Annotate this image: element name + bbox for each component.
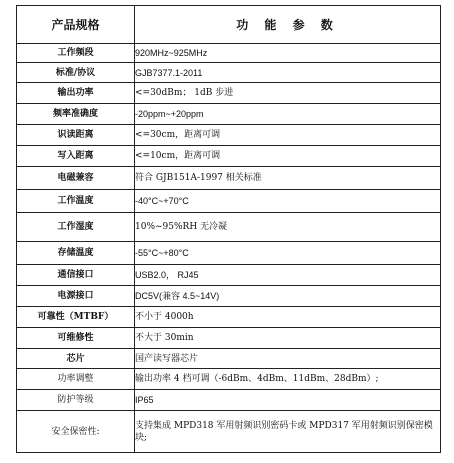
- table-row: [17, 190, 441, 213]
- table-row: [17, 328, 441, 349]
- spec-name: 可维修性: [17, 328, 135, 349]
- table-row: [17, 369, 441, 390]
- spec-value: USB2.0， RJ45: [135, 265, 441, 286]
- header-spec-name: 产品规格: [17, 6, 135, 44]
- spec-value: 920MHz~925MHz: [135, 44, 441, 63]
- spec-value: <=10cm，距离可调: [135, 146, 441, 167]
- spec-name: 可靠性（MTBF）: [17, 307, 135, 328]
- header-spec-value: 功 能 参 数: [135, 6, 441, 44]
- spec-name: 频率准确度: [17, 104, 135, 125]
- table-row: [17, 390, 441, 411]
- table-row: [17, 44, 441, 63]
- spec-name: 输出功率: [17, 83, 135, 104]
- spec-name: 通信接口: [17, 265, 135, 286]
- table-row: [17, 146, 441, 167]
- table-row: [17, 167, 441, 190]
- spec-name: 功率调整: [17, 369, 135, 390]
- spec-value: -20ppm~+20ppm: [135, 104, 441, 125]
- spec-name: 工作频段: [17, 44, 135, 63]
- spec-value: GJB7377.1-2011: [135, 63, 441, 83]
- spec-name: 工作湿度: [17, 213, 135, 242]
- spec-name: 芯片: [17, 349, 135, 369]
- spec-value: 国产读写器芯片: [135, 349, 441, 369]
- table-header-row: [17, 6, 441, 44]
- table-row: [17, 411, 441, 453]
- spec-value: 输出功率 4 档可调（-6dBm、4dBm、11dBm、28dBm）;: [135, 369, 441, 390]
- table-row: [17, 265, 441, 286]
- spec-value: 符合 GJB151A-1997 相关标准: [135, 167, 441, 190]
- spec-name: 存储温度: [17, 242, 135, 265]
- table-row: [17, 63, 441, 83]
- spec-value: <=30cm，距离可调: [135, 125, 441, 146]
- spec-value: -40°C~+70°C: [135, 190, 441, 213]
- table-row: [17, 242, 441, 265]
- table-row: [17, 213, 441, 242]
- spec-value: 支持集成 MPD318 军用射频识别密码卡或 MPD317 军用射频识别保密模块;: [135, 411, 441, 453]
- spec-name: 防护等级: [17, 390, 135, 411]
- table-row: [17, 83, 441, 104]
- spec-value: DC5V(兼容 4.5~14V): [135, 286, 441, 307]
- spec-name: 电源接口: [17, 286, 135, 307]
- spec-value: <=30dBm； 1dB 步进: [135, 83, 441, 104]
- spec-name: 安全保密性:: [17, 411, 135, 453]
- table-row: [17, 125, 441, 146]
- spec-value: 10%~95%RH 无冷凝: [135, 213, 441, 242]
- spec-table: [16, 5, 441, 453]
- spec-value: IP65: [135, 390, 441, 411]
- spec-name: 电磁兼容: [17, 167, 135, 190]
- spec-name: 写入距离: [17, 146, 135, 167]
- spec-name: 工作温度: [17, 190, 135, 213]
- spec-value: 不小于 4000h: [135, 307, 441, 328]
- spec-name: 识读距离: [17, 125, 135, 146]
- table-row: [17, 104, 441, 125]
- table-row: [17, 307, 441, 328]
- spec-value: 不大于 30min: [135, 328, 441, 349]
- table-row: [17, 286, 441, 307]
- spec-value: -55°C~+80°C: [135, 242, 441, 265]
- table-row: [17, 349, 441, 369]
- spec-name: 标准/协议: [17, 63, 135, 83]
